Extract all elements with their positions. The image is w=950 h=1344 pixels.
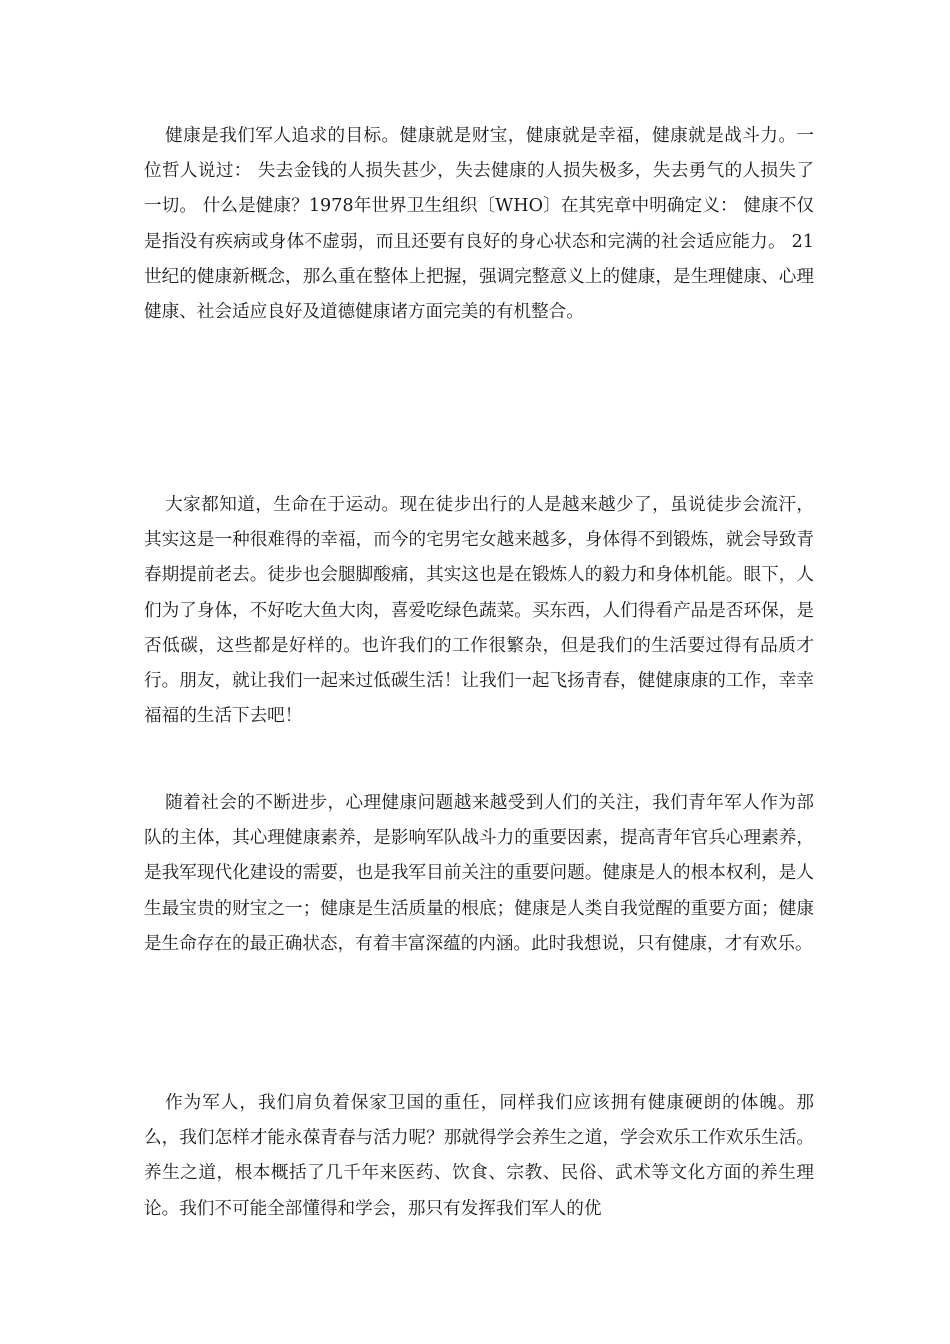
paragraph-health-goal: 健康是我们军人追求的目标。健康就是财宝，健康就是幸福，健康就是战斗力。一位哲人说过： 失去金钱的人损失甚少，失去健康的人损失极多，失去勇气的人损失了一切。 什么是健康？1978年世界卫生组织〔WHO〕在其宪章中明确定义： 健康不仅是指没有疾病或身体不虚弱，而且还要有良好的身心状态和完满的社会适应能力。 21世纪的健康新概念，那么重在整体上把握，强调完整意义上的健康，是生理健康、心理健康、社会适应良好及道德健康诸方面完美的有机整合。 bbox=[144, 126, 814, 323]
paragraph-exercise: 大家都知道，生命在于运动。现在徒步出行的人是越来越少了，虽说徒步会流汗，其实这是一种很难得的幸福，而今的宅男宅女越来越多，身体得不到锻炼，就会导致青春期提前老去。徒步也会腿脚酸痛，其实这也是在锻炼人的毅力和身体机能。眼下，人们为了身体，不好吃大鱼大肉，喜爱吃绿色蔬菜。买东西，人们得看产品是否环保，是否低碳，这些都是好样的。也许我们的工作很繁杂，但是我们的生活要过得有品质才行。朋友，就让我们一起来过低碳生活！让我们一起飞扬青春，健健康康的工作，幸幸福福的生活下去吧！ bbox=[144, 495, 814, 727]
paragraph-soldier-wellness: 作为军人，我们肩负着保家卫国的重任，同样我们应该拥有健康硬朗的体魄。那么，我们怎样才能永葆青春与活力呢？那就得学会养生之道，学会欢乐工作欢乐生活。养生之道，根本概括了几千年来医药、饮食、宗教、民俗、武术等文化方面的养生理论。我们不可能全部懂得和学会，那只有发挥我们军人的优 bbox=[144, 1093, 814, 1219]
paragraph-mental-health: 随着社会的不断进步，心理健康问题越来越受到人们的关注，我们青年军人作为部队的主体，其心理健康素养，是影响军队战斗力的重要因素，提高青年官兵心理素养，是我军现代化建设的需要，也是我军目前关注的重要问题。健康是人的根本权利，是人生最宝贵的财宝之一；健康是生活质量的根底；健康是人类自我觉醒的重要方面；健康是生命存在的最正确状态，有着丰富深蕴的内涵。此时我想说，只有健康，才有欢乐。 bbox=[144, 793, 814, 954]
